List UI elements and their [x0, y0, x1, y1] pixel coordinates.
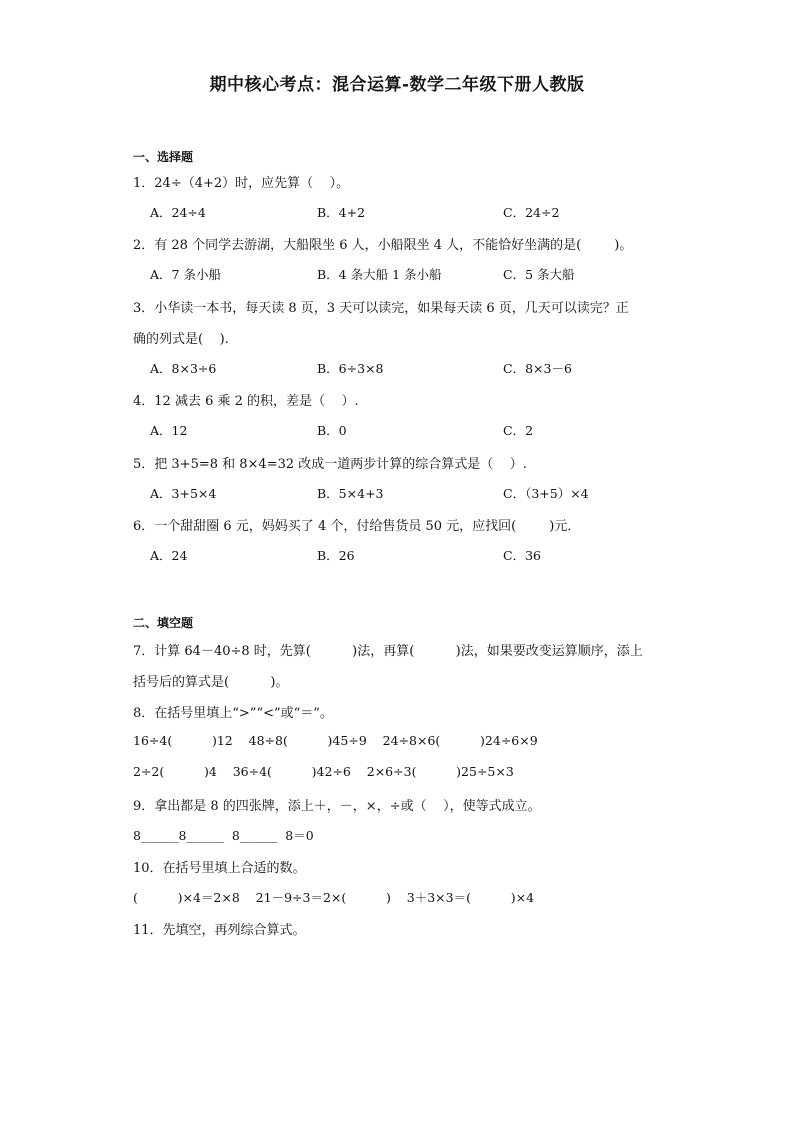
question-4: 4．12 减去 6 乘 2 的积，差是（ ）.	[133, 394, 359, 409]
question-3: 3．小华读一本书，每天读 8 页，3 天可以读完，如果每天读 6 页，几天可以读完？正	[133, 301, 629, 316]
question-1: 1．24÷（4+2）时，应先算（ ）。	[133, 176, 350, 191]
option-b: B．6÷3×8	[317, 361, 384, 376]
option-a: A．24÷4	[150, 205, 206, 220]
question-11: 11．先填空，再列综合算式。	[133, 923, 306, 938]
question-8: 8．在括号里填上“>”“<”或“＝”。	[133, 706, 333, 721]
question-4-options	[150, 421, 710, 439]
option-a: A．8×3÷6	[150, 361, 217, 376]
question-2-options	[150, 265, 710, 283]
question-9-equation: 8______8______ 8______ 8＝0	[133, 828, 314, 843]
option-c: C．2	[503, 423, 534, 438]
option-a: A．12	[150, 423, 188, 438]
question-8-row-1: 16÷4( )12 48÷8( )45÷9 24÷8×6( )24÷6×9	[133, 733, 538, 748]
question-7-cont: 括号后的算式是( )。	[133, 675, 289, 690]
option-c: C．（3+5）×4	[503, 486, 589, 501]
page-title: 期中核心考点：混合运算-数学二年级下册人教版	[209, 75, 585, 95]
option-c: C．5 条大船	[503, 267, 575, 282]
section-heading-fill: 二、填空题	[133, 616, 194, 630]
section-heading-choice: 一、选择题	[133, 150, 194, 164]
option-c: C．8×3－6	[503, 361, 572, 376]
option-a: A．3+5×4	[150, 486, 217, 501]
option-c: C．24÷2	[503, 205, 560, 220]
question-5: 5．把 3+5=8 和 8×4=32 改成一道两步计算的综合算式是（ ）.	[133, 457, 527, 472]
option-c: C．36	[503, 548, 541, 563]
question-7: 7．计算 64－40÷8 时，先算( )法，再算( )法，如果要改变运算顺序，添上	[133, 644, 643, 659]
option-b: B．4+2	[317, 205, 366, 220]
question-6-options	[150, 546, 710, 564]
option-b: B．0	[317, 423, 347, 438]
question-3-options	[150, 359, 710, 377]
option-b: B．5×4+3	[317, 486, 384, 501]
question-8-row-2: 2÷2( )4 36÷4( )42÷6 2×6÷3( )25÷5×3	[133, 764, 514, 779]
question-2: 2．有 28 个同学去游湖，大船限坐 6 人，小船限坐 4 人，不能恰好坐满的是( )。	[133, 238, 633, 253]
question-3-cont: 确的列式是( ).	[133, 332, 229, 347]
question-1-options	[150, 203, 710, 221]
question-10: 10．在括号里填上合适的数。	[133, 861, 306, 876]
option-b: B．26	[317, 548, 355, 563]
question-6: 6．一个甜甜圈 6 元，妈妈买了 4 个，付给售货员 50 元，应找回( )元．	[133, 519, 581, 534]
question-5-options	[150, 484, 710, 502]
option-a: A．7 条小船	[150, 267, 221, 282]
question-9: 9．拿出都是 8 的四张牌，添上＋，－，×，÷或（ ），使等式成立。	[133, 799, 541, 814]
question-10-row: ( )×4＝2×8 21－9÷3＝2×( ) 3＋3×3＝( )×4	[133, 890, 535, 905]
option-b: B．4 条大船 1 条小船	[317, 267, 442, 282]
option-a: A．24	[150, 548, 188, 563]
